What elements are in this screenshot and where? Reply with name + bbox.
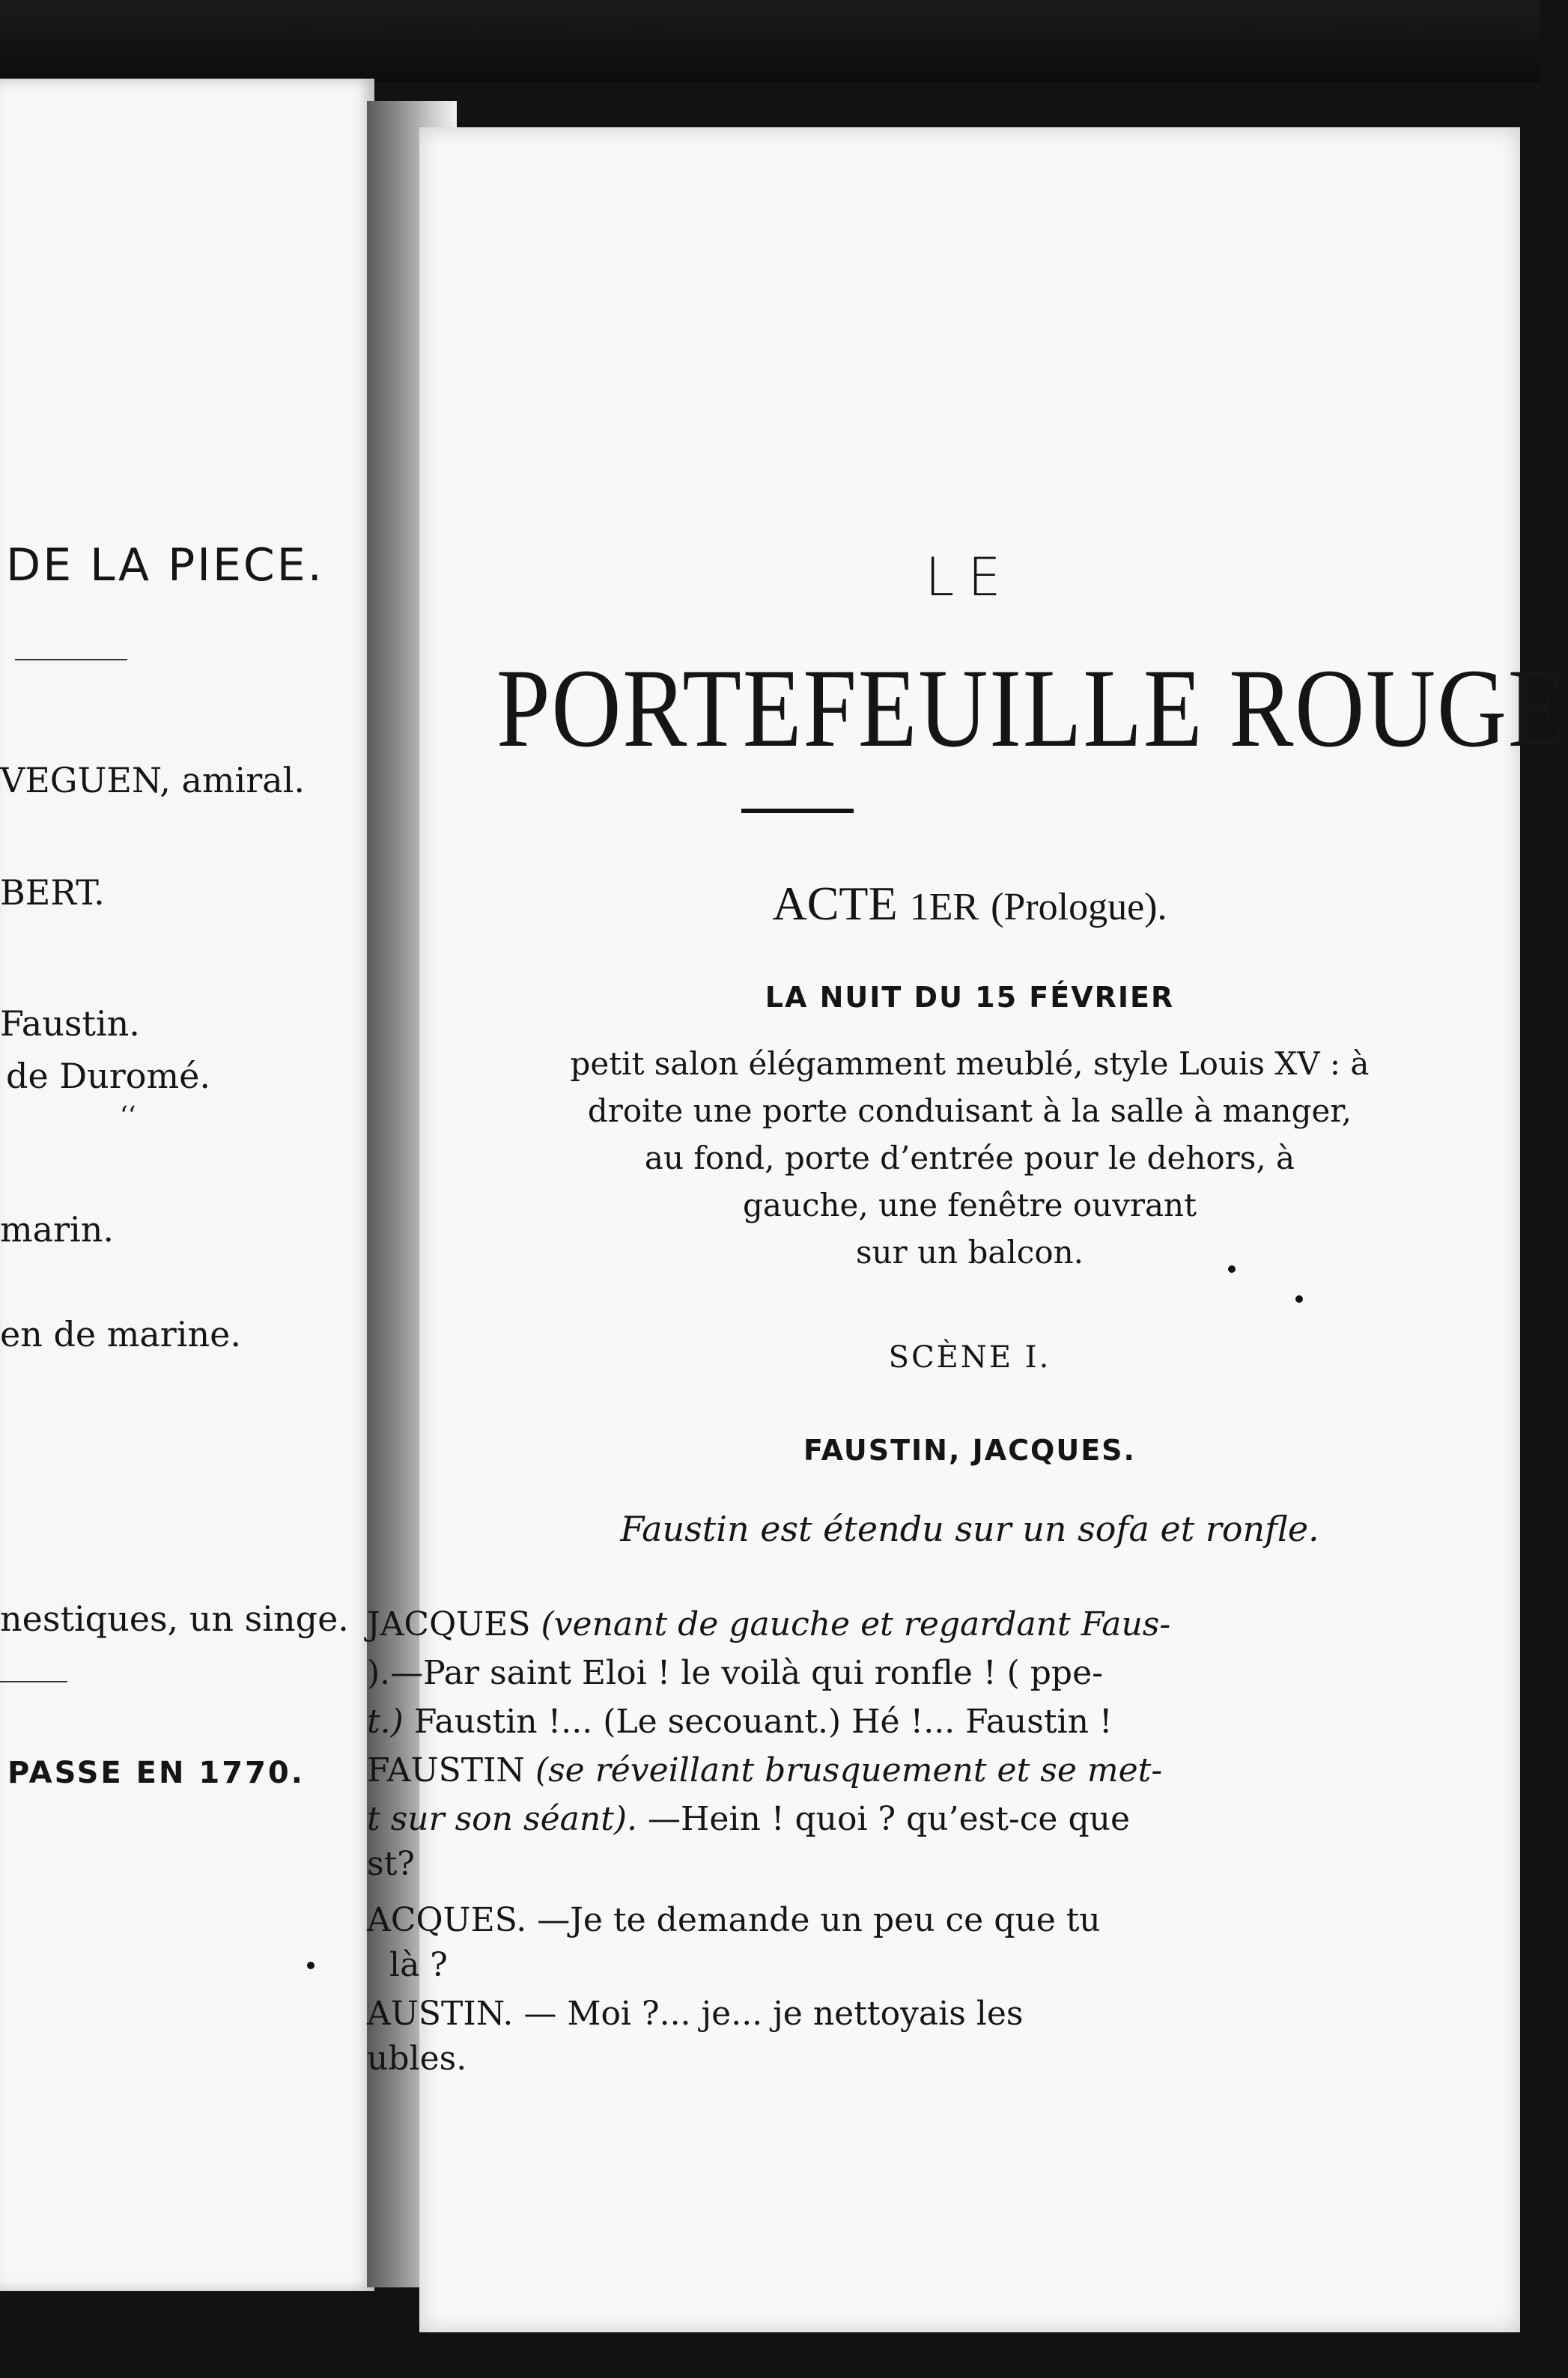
stage-direction-line: au fond, porte d’entrée pour le dehors, à bbox=[644, 1140, 1295, 1176]
dialogue-text: —Je te demande un peu ce que tu bbox=[537, 1901, 1101, 1939]
scene-characters: FAUSTIN, JACQUES. bbox=[803, 1434, 1136, 1467]
separator-rule bbox=[0, 1681, 67, 1682]
scene-direction: Faustin est étendu sur un sofa et ronfle. bbox=[620, 1509, 1319, 1549]
speaker-direction: t.) bbox=[367, 1703, 404, 1741]
pre-title: LE bbox=[925, 547, 1015, 608]
dialogue-line bbox=[367, 1696, 1113, 1748]
cast-line: marin. bbox=[0, 1209, 114, 1250]
dialogue-line bbox=[367, 1894, 1101, 1947]
title-rule bbox=[741, 809, 854, 813]
dialogue-text: ).—Par saint Eloi ! le voilà qui ronfle ! ( ppe- bbox=[367, 1654, 1103, 1692]
heading-rule bbox=[15, 659, 127, 660]
stage-direction-line: gauche, une fenêtre ouvrant bbox=[743, 1187, 1197, 1223]
dialogue-text: — Moi ?... je... je nettoyais les bbox=[523, 1995, 1024, 2033]
stage-direction-line: droite une porte conduisant à la salle à manger, bbox=[587, 1092, 1352, 1129]
cast-line: VEGUEN, amiral. bbox=[0, 760, 305, 800]
ditto-mark: ‘‘ bbox=[120, 1101, 136, 1131]
setting-line: PASSE EN 1770. bbox=[7, 1756, 305, 1790]
left-page bbox=[0, 79, 374, 2291]
cast-line: en de marine. bbox=[0, 1314, 241, 1354]
play-title: PORTEFEUILLE ROUGE bbox=[496, 646, 1568, 770]
dialogue-line bbox=[367, 1793, 1130, 1846]
dialogue-line bbox=[367, 1838, 415, 1891]
speaker-name: JACQUES bbox=[367, 1605, 531, 1643]
cast-line: BERT. bbox=[0, 872, 105, 913]
speaker-name: ACQUES. bbox=[367, 1901, 527, 1939]
dialogue-text: là ? bbox=[389, 1946, 448, 1984]
speaker-direction: (se réveillant brusquement et se met- bbox=[535, 1751, 1163, 1789]
speaker-name: FAUSTIN bbox=[367, 1751, 525, 1789]
act-number: 1ER bbox=[909, 886, 979, 928]
dialogue-line bbox=[367, 1745, 1162, 1797]
cast-heading: DE LA PIECE. bbox=[6, 539, 324, 592]
scanner-background bbox=[0, 0, 1540, 82]
speaker-name: AUSTIN. bbox=[367, 1995, 514, 2033]
ink-speck bbox=[1295, 1295, 1303, 1303]
act-heading bbox=[419, 876, 1520, 931]
dialogue-line bbox=[389, 1939, 448, 1992]
scene-heading: SCÈNE I. bbox=[888, 1340, 1051, 1375]
dialogue-text: Faustin !... (Le secouant.) Hé !... Faustin ! bbox=[413, 1703, 1113, 1741]
dialogue-line bbox=[367, 2033, 467, 2085]
act-subtitle: (Prologue). bbox=[991, 886, 1167, 928]
speaker-direction: t sur son séant). bbox=[367, 1800, 638, 1838]
act-label: ACTE bbox=[772, 877, 898, 930]
speaker-direction: (venant de gauche et regardant Faus- bbox=[541, 1605, 1171, 1643]
cast-line: de Duromé. bbox=[6, 1056, 210, 1096]
right-page bbox=[367, 127, 1568, 2332]
dialogue-text: ubles. bbox=[367, 2040, 467, 2078]
stage-direction-line: sur un balcon. bbox=[855, 1234, 1084, 1271]
ink-speck bbox=[1228, 1265, 1236, 1273]
cast-line: Faustin. bbox=[0, 1003, 140, 1044]
dialogue-text: st? bbox=[367, 1845, 415, 1883]
date-line: LA NUIT DU 15 FÉVRIER bbox=[765, 981, 1175, 1014]
cast-line: nestiques, un singe. bbox=[0, 1599, 349, 1639]
dialogue-line bbox=[367, 1599, 1170, 1651]
stage-direction-line: petit salon élégamment meublé, style Louis XV : à bbox=[570, 1045, 1370, 1082]
dialogue-text: —Hein ! quoi ? qu’est-ce que bbox=[648, 1800, 1131, 1838]
ink-speck bbox=[307, 1962, 314, 1969]
dialogue-line bbox=[367, 1647, 1103, 1700]
